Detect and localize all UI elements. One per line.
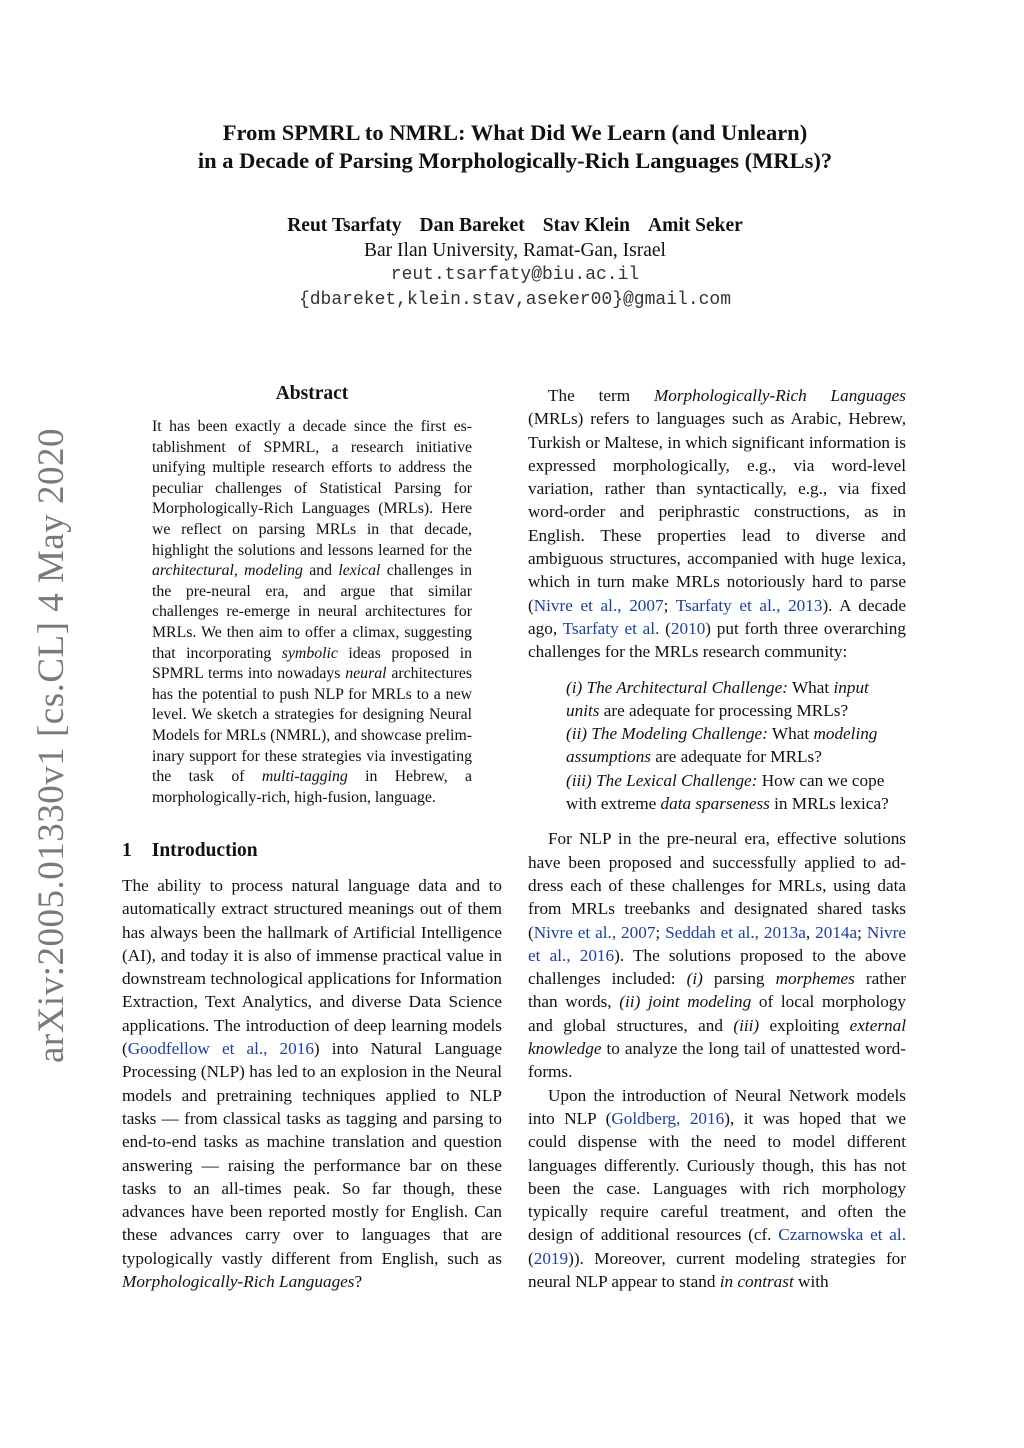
abstract-emphasis: architectural, modeling [152,562,303,580]
author-name: Reut Tsarfaty [287,215,402,236]
challenge-item [566,676,906,723]
author-block [120,213,910,313]
title-line-1: From SPMRL to NMRL: What Did We Learn (and Unlearn) [222,120,808,145]
emphasis: data sparseness [660,794,770,814]
emphasis: (i) [686,969,703,989]
citation-link[interactable]: Tsarfaty et al. [562,618,660,638]
abstract-text-run: It has been exactly a decade since the first establishment of SPMRL, a research initiative unifying multiple research efforts to address the peculiar challenges of Statistical Parsing for Morphologically-Rich Languages (MRLs). Here we reflect on parsing MRLs in that decade, highlight the solutions and lessons learned for the [152,418,472,559]
text-run: of local morphology and global structures, and [528,992,906,1035]
citation-link[interactable]: Nivre et al., 2007 [533,595,664,615]
abstract-heading: Abstract [275,383,349,404]
challenge-label: (i) The Architectural Challenge: [566,677,788,697]
challenge-item [566,769,906,816]
challenges-list [566,676,906,816]
mrl-definition-paragraph [528,384,906,664]
emphasis: external knowledge [528,1015,906,1059]
challenge-label: (iii) The Lexical Challenge: [566,770,758,790]
text-run: in MRLs lexica? [769,794,889,814]
text-run: are adequate for processing MRLs? [599,700,849,720]
abstract-text-run: challenges in the pre-neural era, and argue that similar challenges re-emerge in neural architectures for MRLs. We then aim to offer a climax, suggesting that incorporating [152,562,472,662]
arxiv-id-text: arXiv:2005.01330v1 [cs.CL] 4 May 2020 [31,427,73,1063]
text-run: Upon the introduction of Neural Network models into NLP ( [528,1085,906,1128]
citation-link[interactable]: 2019 [533,1248,569,1268]
emphasis: (iii) [733,1015,760,1035]
text-run: ) into Natural Language Processing (NLP) has led to an explosion in the Neural models and pretraining techniques applied to NLP tasks — from classical tasks as tagging and parsing to end-to-end tasks as machine translation and question answering — raising the performance bar on these tasks to an all-times peak. So far though, these advances have been reported mostly for English. Can these advances carry over to languages that are typologically vastly different from English, such as [122,1039,502,1268]
citation-link[interactable]: Nivre et al., 2007 [533,922,656,942]
emphasis: (ii) joint modeling [619,992,752,1012]
text-run: The term [548,386,654,405]
section-title: Introduction [151,840,258,861]
intro-paragraph [122,874,502,1293]
pre-neural-paragraph [528,827,906,1083]
citation-link[interactable]: 2014a [815,922,858,942]
text-run: ? [354,1272,363,1292]
citation-link[interactable]: Goldberg, 2016 [611,1108,725,1128]
challenge-item [566,722,906,769]
right-column [528,384,906,1293]
abstract-section [152,383,472,808]
emphasis: input units [566,677,869,720]
text-run: (MRLs) refers to languages such as Arabic, Hebrew, Turkish or Maltese, in which significant information is expressed morphologically, e.g., via word-level variation, rather than syntactically, e.g., via fixed word-order and periphrastic constructions, as in English. These properties lead to diverse and ambiguous structures, accompanied with huge lexica, which in turn make MRLs notoriously hard to parse ( [528,409,906,615]
emphasis: Morphologically-Rich Languages [122,1272,355,1292]
author-name: Amit Seker [648,215,743,236]
section-number: 1 [122,840,132,861]
text-run: How can we cope with extreme [566,770,885,814]
text-run: The ability to process natural language data and to automatically extract structured meanings out of them has always been the hallmark of Artificial Intelligence (AI), and today it is also of immense practical value in downstream technological applications for Information Extraction, Text Analytics, and diverse Data Science applications. The introduction of deep learning models ( [122,876,502,1059]
text-run: What [787,677,834,697]
text-run: rather than words, [528,969,906,1012]
emphasis: morphemes [775,969,855,989]
citation-link[interactable]: Czarnowska et al. [778,1225,906,1245]
text-run: ) put forth three overarching challenges for the MRLs research community: [528,618,906,662]
abstract-emphasis: symbolic [281,644,338,662]
text-run: are adequate for MRLs? [651,747,822,767]
abstract-text-run: and [302,562,339,580]
arxiv-identifier [22,427,82,1063]
abstract-emphasis: neural [345,665,387,683]
abstract-text-run: architectures has the potential to push NLP for MRLs to a new level. We sketch a strategies for designing Neural Models for MRLs (NMRL), and showcase preliminary support for these strategies via investigating the task of [152,665,473,786]
neural-paragraph [528,1084,906,1294]
text-run: )). Moreover, current modeling strategies for neural NLP appear to stand [528,1248,906,1291]
author-name: Dan Bareket [419,215,525,236]
email-primary: reut.tsarfaty@biu.ac.il [390,265,640,285]
text-run: What [767,724,814,744]
section-heading [122,840,502,862]
text-run: ; [655,922,666,942]
challenge-label: (ii) The Modeling Challenge: [566,724,768,744]
abstract-text-run: ideas proposed in SPMRL terms into nowadays [152,644,472,683]
emphasis: Morphologically-Rich Languages [653,386,906,405]
text-run: ; [857,922,867,942]
introduction-section [122,840,502,1293]
citation-link[interactable]: Nivre et al., 2016 [528,922,906,965]
text-run: to analyze the long tail of unattested word-forms. [528,1039,906,1082]
citation-link[interactable]: Seddah et al., 2013a [665,922,806,942]
text-run: For NLP in the pre-neural era, effective solutions have been proposed and successfully applied to address each of these challenges for MRLs, using data from MRLs treebanks and designated shared tasks ( [528,829,906,942]
text-run: , [805,922,816,942]
author-names [120,213,910,238]
citation-link[interactable]: Goodfellow et al., 2016 [127,1039,314,1059]
title-line-2: in a Decade of Parsing Morphologically-Rich Languages (MRLs)? [197,148,833,173]
email-group: {dbareket,klein.stav,aseker00}@gmail.com [298,290,732,310]
author-name: Stav Klein [542,215,630,236]
text-run: ( [659,618,671,638]
text-run: parsing [702,969,776,989]
citation-link[interactable]: Tsarfaty et al., 2013 [675,595,823,615]
text-run: ; [663,595,676,615]
text-run: ). A decade ago, [528,595,906,638]
emphasis: in contrast [719,1271,794,1291]
abstract-text [152,417,472,808]
paper-title [120,119,910,175]
affiliation: Bar Ilan University, Ramat-Gan, Israel [364,240,666,261]
text-run: ( [528,1248,534,1268]
text-run: ). The solutions proposed to the above challenges included: [528,945,906,989]
abstract-text-run: in Hebrew, a morphologically-rich, high-fusion, language. [152,768,472,806]
emphasis: modeling assumptions [566,724,878,767]
abstract-emphasis: multi-tagging [261,768,348,786]
citation-link[interactable]: 2010 [670,618,706,638]
abstract-emphasis: lexical [338,562,381,580]
text-run: with [793,1271,829,1291]
text-run: ), it was hoped that we could dispense with the need to model different languages differently. Curiously though, this has not been the case. Languages with rich morphology typically require careful treatment, and often the design of additional resources (cf. [528,1108,907,1245]
text-run: exploiting [759,1015,850,1035]
